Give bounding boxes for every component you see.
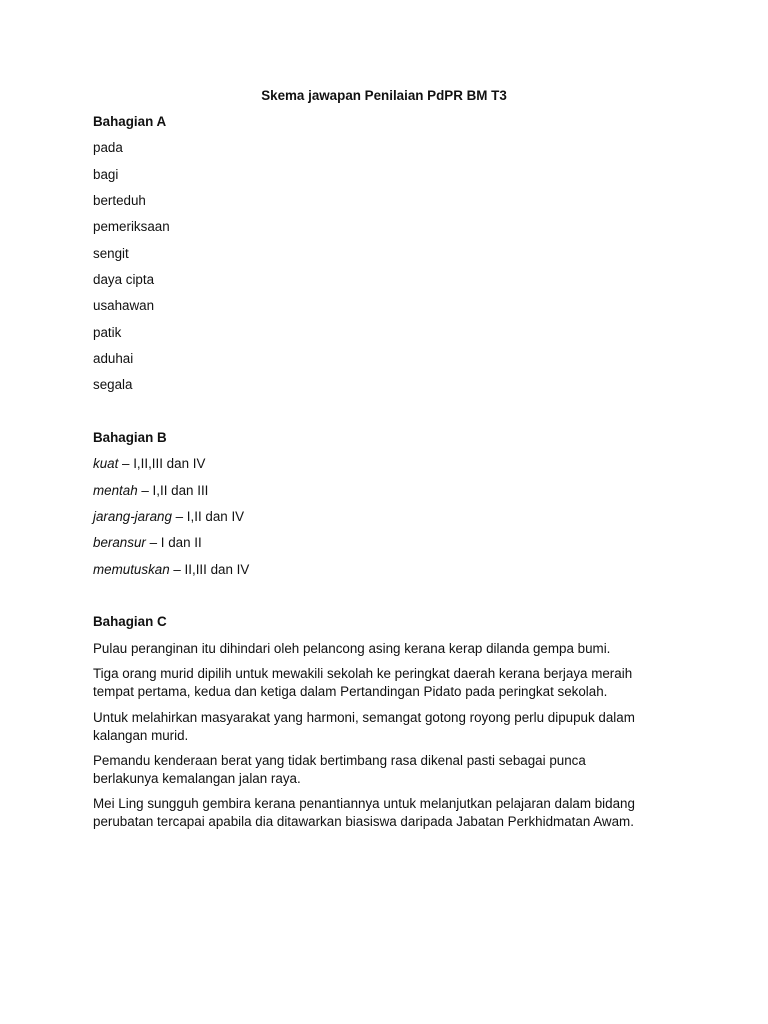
answer-word: jarang-jarang — [93, 509, 172, 524]
sentence-line: kalangan murid. — [93, 727, 189, 743]
answer-options: – I,II dan IV — [171, 509, 245, 524]
section-b-answer-2 — [93, 482, 208, 500]
section-c-answer-4 — [93, 752, 683, 787]
sentence-line: tempat pertama, kedua dan ketiga dalam Pertandingan Pidato pada peringkat sekolah. — [93, 683, 608, 699]
sentence-line: Mei Ling sungguh gembira kerana penantiannya untuk melanjutkan pelajaran dalam bidang — [93, 796, 635, 811]
section-c-answer-2 — [93, 665, 683, 700]
answer-options: – I,II,III dan IV — [118, 456, 206, 471]
section-a-heading: Bahagian A — [93, 114, 167, 129]
sentence-line: Tiga orang murid dipilih untuk mewakili sekolah ke peringkat daerah kerana berjaya meraih — [93, 666, 633, 681]
sentence-line: Pemandu kenderaan berat yang tidak bertimbang rasa dikenal pasti sebagai punca — [93, 753, 586, 768]
section-c-answer-1 — [93, 640, 683, 658]
answer-word: kuat — [93, 456, 119, 471]
section-a-answer-6: daya cipta — [93, 272, 155, 287]
section-a-answer-4: pemeriksaan — [93, 219, 170, 234]
page-title: Skema jawapan Penilaian PdPR BM T3 — [261, 88, 507, 103]
section-c-heading: Bahagian C — [93, 614, 167, 629]
answer-word: mentah — [93, 483, 138, 498]
section-a-answer-1: pada — [93, 140, 123, 155]
section-b-answer-1 — [93, 455, 205, 473]
answer-options: – II,III dan IV — [169, 562, 250, 577]
answer-options: – I dan II — [145, 535, 202, 550]
section-b-answer-3 — [93, 508, 244, 526]
section-a-answer-9: aduhai — [93, 351, 134, 366]
answer-options: – I,II dan III — [137, 483, 209, 498]
sentence-line: perubatan tercapai apabila dia ditawarkan biasiswa daripada Jabatan Perkhidmatan Awam. — [93, 813, 634, 829]
answer-word: beransur — [93, 535, 146, 550]
sentence-line: Pulau peranginan itu dihindari oleh pelancong asing kerana kerap dilanda gempa bumi. — [93, 641, 611, 656]
section-b-answer-5 — [93, 561, 249, 579]
section-a-answer-8: patik — [93, 325, 122, 340]
section-a-answer-5: sengit — [93, 246, 129, 261]
section-a-answer-7: usahawan — [93, 298, 155, 313]
section-b-heading: Bahagian B — [93, 430, 167, 445]
sentence-line: berlakunya kemalangan jalan raya. — [93, 770, 301, 786]
section-c-answer-3 — [93, 709, 683, 744]
section-c-answer-5 — [93, 795, 683, 830]
section-a-answer-2: bagi — [93, 167, 119, 182]
section-b-answer-4 — [93, 534, 202, 552]
sentence-line: Untuk melahirkan masyarakat yang harmoni, semangat gotong royong perlu dipupuk dalam — [93, 710, 635, 725]
section-a-answer-10: segala — [93, 377, 133, 392]
answer-word: memutuskan — [93, 562, 170, 577]
section-a-answer-3: berteduh — [93, 193, 146, 208]
